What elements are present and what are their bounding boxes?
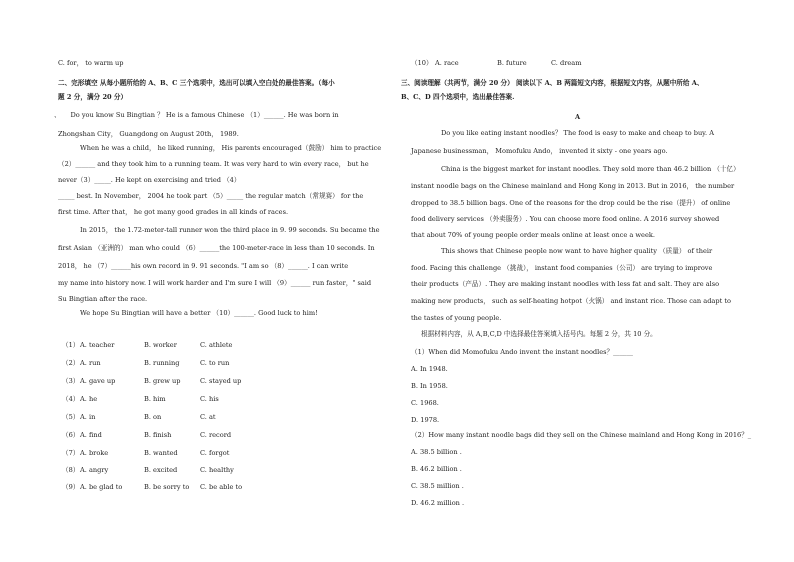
passage-line: instant noodle bags on the Chinese mainland and Hong Kong in 2013. But in 2016， the number: [411, 182, 735, 190]
answer-instruction: 根据材料内容，从 A,B,C,D 中选择最佳答案填入括号内。每题 2 分，共 10 分。: [421, 330, 657, 338]
q2-option: A. 38.5 billion .: [411, 448, 462, 456]
passage-line: Su Bingtian after the race.: [58, 295, 148, 303]
passage-label: A: [575, 113, 581, 121]
q2-option: B. 46.2 billion .: [411, 465, 462, 473]
passage-line: their products（产品）. They are making instant noodles with less fat and salt. They are also: [411, 280, 720, 288]
cloze-section-title: 二、完形填空 从每小题所给的 A、B、C 三个选项中，选出可以填入空白处的最佳答案。（每小: [58, 79, 335, 87]
q1-option: C. 1968.: [411, 399, 439, 407]
passage-line: 2018， he （7）______his own record in 9. 91 seconds. "I am so （8）______. I can write: [58, 262, 349, 270]
passage-line: first time. After that， he got many good grades in all kinds of races.: [58, 208, 289, 216]
cloze-section-title-2: 题 2 分，满分 20 分）: [58, 93, 128, 101]
passage-line: China is the biggest market for instant noodles. They sold more than 46.2 billion （十亿）: [441, 165, 740, 173]
passage-line: never（3）_____. He kept on exercising and tried （4）: [58, 176, 241, 184]
q2-option: C. 38.5 million .: [411, 482, 464, 490]
passage-line: （2）______ and they took him to a running team. It was very hard to win every race， but he: [58, 160, 369, 168]
passage-line: making new products， such as self-heating hotpot（火锅） and instant rice. Those can adapt to: [411, 297, 731, 305]
passage-line: When he was a child， he liked running， His parents encouraged（鼓励） him to practice: [80, 144, 382, 152]
question-1: （1）When did Momofuku Ando invent the instant noodles？______: [411, 348, 633, 356]
passage-line: In 2015， the 1.72-meter-tall runner won the third place in 9. 99 seconds. Su became the: [80, 226, 380, 234]
question-2: （2）How many instant noodle bags did they sell on the Chinese mainland and Hong Kong in 2016？_: [411, 431, 752, 439]
passage-line: Zhongshan City， Guangdong on August 20th， 1989.: [58, 130, 239, 138]
q1-option: B. In 1958.: [411, 382, 448, 390]
passage-line: _____ best. In November， 2004 he took part （5）_____ the regular match（常规赛） for the: [58, 192, 364, 200]
passage-line: We hope Su Bingtian will have a better （10）______. Good luck to him!: [80, 309, 318, 317]
passage-line: the tastes of young people.: [411, 314, 502, 322]
passage-line: 、 Do you know Su Bingtian ？ He is a famous Chinese （1）______. He was born in: [54, 111, 339, 119]
passage-line: that about 70% of young people order meals online at least once a week.: [411, 231, 655, 239]
passage-line: my name into history now. I will work harder and I'm sure I will （9）______ run faster，" said: [58, 279, 372, 287]
q2-option: D. 46.2 million .: [411, 499, 465, 507]
cloze-prev-option: C. for， to warm up: [58, 59, 124, 67]
passage-line: food. Facing this challenge （挑战）， instant food companies（公司） are trying to improve: [411, 264, 713, 272]
passage-line: Do you like eating instant noodles？ The food is easy to make and cheap to buy. A: [441, 129, 714, 137]
passage-line: first Asian （亚洲的） man who could （6）______the 100-meter-race in less than 10 seconds. In: [58, 244, 375, 252]
passage-line: food delivery services （外卖服务）. You can choose more food online. A 2016 survey showed: [411, 215, 720, 223]
passage-line: dropped to 38.5 billion bags. One of the reasons for the drop could be the rise（提升） of online: [411, 199, 731, 207]
reading-section-title-2: B、C、D 四个选项中，选出最佳答案.: [401, 93, 515, 101]
q1-option: D. 1978.: [411, 416, 440, 424]
reading-section-title: 三、阅读理解（共两节，满分 20 分） 阅读以下 A、B 两篇短文内容，根据短文内容，从题中所给 A、: [401, 79, 704, 87]
q1-option: A. In 1948.: [411, 365, 448, 373]
passage-line: Japanese businessman， Momofuku Ando， invented it sixty - one years ago.: [411, 147, 668, 155]
passage-line: This shows that Chinese people now want to have higher quality （质量） of their: [441, 247, 713, 255]
